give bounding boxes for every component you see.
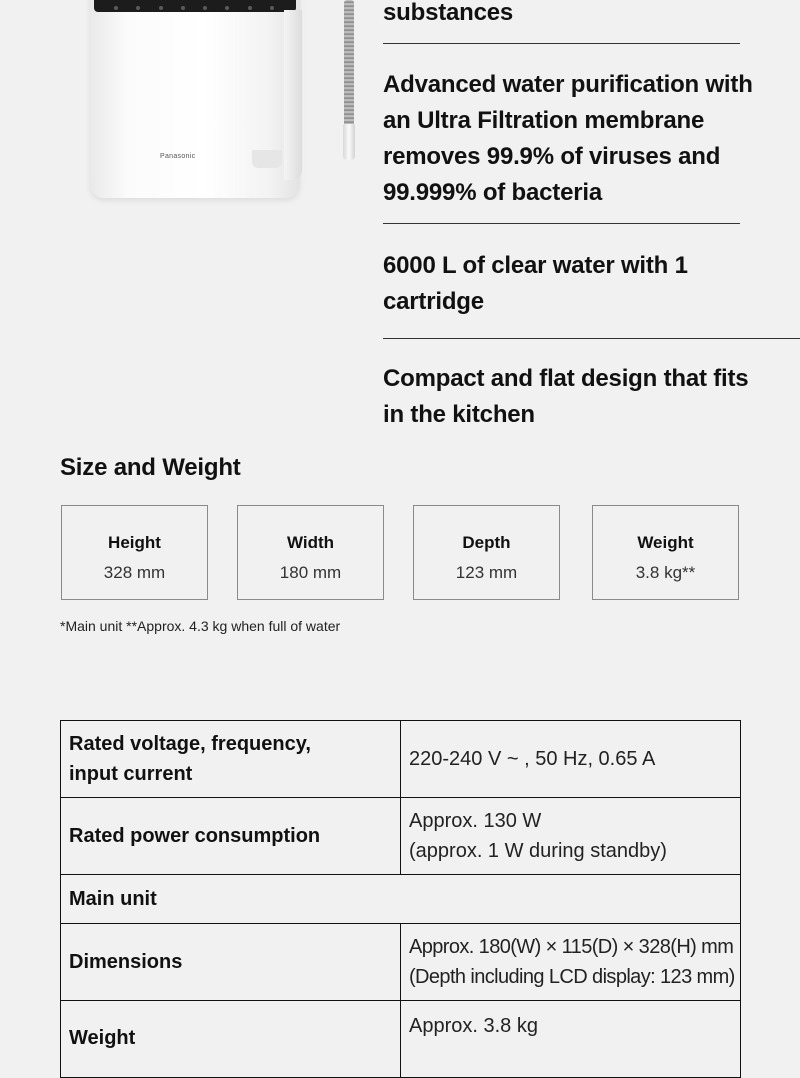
device-foot — [252, 150, 282, 168]
table-section-header — [61, 875, 741, 924]
cell-text: 220-240 V ~ , 50 Hz, 0.65 A — [409, 748, 656, 770]
feature-line: Compact and flat design that fits — [383, 365, 749, 392]
device-body — [90, 0, 300, 198]
device-control-panel — [94, 0, 296, 12]
table-cell-value — [401, 1001, 741, 1078]
feature-item — [383, 361, 748, 433]
feature-item — [383, 67, 753, 211]
table-cell-label — [61, 798, 401, 875]
table-cell-value — [401, 798, 741, 875]
brand-logo: Panasonic — [160, 153, 196, 160]
feature-line: 99.999% of bacteria — [383, 179, 602, 206]
feature-item — [383, 248, 688, 320]
feature-line: removes 99.9% of viruses and — [383, 143, 721, 170]
cell-text: Dimensions — [69, 951, 183, 973]
feature-divider — [383, 43, 740, 44]
spout-hose — [344, 0, 354, 126]
table-row — [61, 721, 741, 798]
product-image — [0, 0, 380, 230]
size-weight-footnote: *Main unit **Approx. 4.3 kg when full of water — [60, 618, 341, 634]
cell-text: (approx. 1 W during standby) — [409, 840, 667, 862]
spec-box-label: Weight — [637, 533, 694, 552]
spec-box-width — [237, 505, 384, 600]
spec-box-weight — [592, 505, 739, 600]
size-weight-title: Size and Weight — [60, 454, 241, 481]
spec-box-label: Height — [108, 533, 161, 552]
table-cell-label — [61, 924, 401, 1001]
spec-box-value: 123 mm — [455, 563, 518, 582]
feature-line: cartridge — [383, 288, 484, 315]
spec-box-value: 180 mm — [279, 563, 342, 582]
table-row — [61, 875, 741, 924]
table-cell-value — [401, 924, 741, 1001]
cell-text: Rated voltage, frequency, — [69, 733, 311, 755]
cell-text: Weight — [69, 1027, 136, 1049]
cell-text: Main unit — [69, 888, 157, 910]
feature-line: 6000 L of clear water with 1 — [383, 252, 688, 279]
feature-divider — [383, 338, 800, 339]
spout-tip — [343, 124, 355, 160]
cell-text: Approx. 180(W) × 115(D) × 328(H) mm — [409, 936, 734, 958]
cell-text: Approx. 3.8 kg — [409, 1015, 538, 1037]
table-cell-label — [61, 721, 401, 798]
feature-divider — [383, 223, 740, 224]
spec-box-value: 3.8 kg** — [635, 563, 696, 582]
spec-box-label: Depth — [462, 533, 511, 552]
feature-line: substances — [383, 0, 514, 26]
cell-text: (Depth including LCD display: 123 mm) — [409, 966, 735, 988]
feature-line: Advanced water purification with — [383, 71, 753, 98]
table-cell-label — [61, 1001, 401, 1078]
table-cell-value — [401, 721, 741, 798]
cell-text: input current — [69, 763, 193, 785]
feature-item — [383, 0, 513, 31]
table-row — [61, 924, 741, 1001]
spec-box-value: 328 mm — [103, 563, 166, 582]
feature-line: an Ultra Filtration membrane — [383, 107, 705, 134]
spec-table — [60, 720, 741, 1078]
spec-box-depth — [413, 505, 560, 600]
device-side — [284, 10, 302, 180]
spec-box-height — [61, 505, 208, 600]
spec-box-label: Width — [286, 533, 335, 552]
cell-text: Approx. 130 W — [409, 810, 542, 832]
cell-text: Rated power consumption — [69, 825, 321, 847]
feature-line: in the kitchen — [383, 401, 535, 428]
table-row — [61, 798, 741, 875]
table-row — [61, 1001, 741, 1078]
